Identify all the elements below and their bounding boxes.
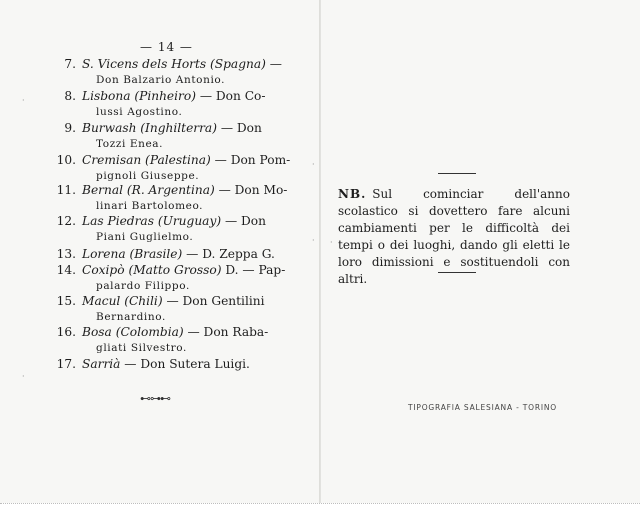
entry-text: — Don Gentilini	[162, 294, 265, 308]
entry-place: Macul (Chili)	[82, 294, 163, 308]
nb-label: NB.	[338, 187, 367, 201]
entry-continuation: Don Balzario Antonio.	[96, 74, 226, 86]
entry-number: 7.	[64, 57, 76, 71]
entry-continuation: pignoli Giuseppe.	[96, 170, 200, 182]
entry-continuation: linari Bartolomeo.	[96, 200, 204, 212]
list-item	[52, 356, 302, 372]
entry-text: — Don	[216, 121, 262, 135]
entry-number: 15.	[56, 294, 76, 308]
list-item	[52, 152, 302, 184]
entry-text: — D. Zeppa G.	[182, 247, 275, 261]
entry-text: — Don Sutera Luigi.	[120, 357, 250, 371]
entry-continuation: Bernardino.	[96, 311, 166, 323]
entry-continuation: lussi Agostino.	[96, 106, 183, 118]
entry-number: 13.	[56, 247, 76, 261]
entry-number: 12.	[56, 214, 76, 228]
entry-place: S. Vicens dels Horts (Spagna)	[82, 57, 266, 71]
list-item	[52, 262, 302, 294]
entry-continuation: palardo Filippo.	[96, 280, 190, 292]
entry-number: 16.	[56, 325, 76, 339]
list-item	[52, 182, 302, 214]
entry-place: Bosa (Colombia)	[82, 325, 184, 339]
entry-number: 9.	[64, 121, 76, 135]
top-rule	[438, 173, 476, 174]
entry-place: Lisbona (Pinheiro)	[82, 89, 196, 103]
list-item	[52, 120, 302, 152]
entry-continuation: gliati Silvestro.	[96, 342, 187, 354]
list-item	[52, 246, 302, 262]
entry-place: Cremisan (Palestina)	[82, 153, 211, 167]
printer-colophon: TIPOGRAFIA SALESIANA - TORINO	[408, 403, 557, 412]
page-number: — 14 —	[140, 40, 193, 54]
scan-speck: ·	[330, 238, 333, 247]
entry-text: — Don Mo-	[214, 183, 288, 197]
entry-text: — Don Pom-	[210, 153, 291, 167]
entry-text: —	[265, 57, 282, 71]
entry-text: — Don	[221, 214, 266, 228]
entry-place: Sarrià	[82, 357, 121, 371]
list-item	[52, 213, 302, 245]
list-item	[52, 88, 302, 120]
scan-speck: ·	[312, 236, 315, 245]
list-item	[52, 324, 302, 356]
entry-number: 10.	[56, 153, 76, 167]
ornament-divider: ⊷⊶⊷	[140, 392, 170, 405]
scan-speck: ·	[22, 96, 25, 105]
page-fold	[319, 0, 321, 512]
entry-place: Lorena (Brasile)	[82, 247, 183, 261]
entry-text: — Don Raba-	[183, 325, 269, 339]
entry-place: Burwash (Inghilterra)	[82, 121, 217, 135]
entry-place: Las Piedras (Uruguay)	[82, 214, 222, 228]
left-page	[0, 0, 320, 512]
list-item	[52, 56, 302, 88]
entry-continuation: Tozzi Enea.	[96, 138, 164, 150]
entry-continuation: Piani Guglielmo.	[96, 231, 194, 243]
entry-number: 17.	[56, 357, 76, 371]
entry-place: Bernal (R. Argentina)	[82, 183, 215, 197]
entry-text: D. — Pap-	[221, 263, 286, 277]
entry-number: 8.	[64, 89, 76, 103]
scan-speck: ·	[312, 160, 315, 169]
entry-text: — Don Co-	[195, 89, 266, 103]
bottom-rule	[438, 272, 476, 273]
scan-speck: ·	[22, 372, 25, 381]
entry-place: Coxipò (Matto Grosso)	[82, 263, 222, 277]
entry-number: 14.	[56, 263, 76, 277]
list-item	[52, 293, 302, 325]
entry-number: 11.	[56, 183, 76, 197]
nb-text: Sul cominciar dell'anno scolastico si dovettero fare alcuni cambiamenti per le difficoltà dei tempi o dei luoghi, dando gli eletti le loro dimissioni e sostituendoli con altri.	[338, 187, 570, 286]
